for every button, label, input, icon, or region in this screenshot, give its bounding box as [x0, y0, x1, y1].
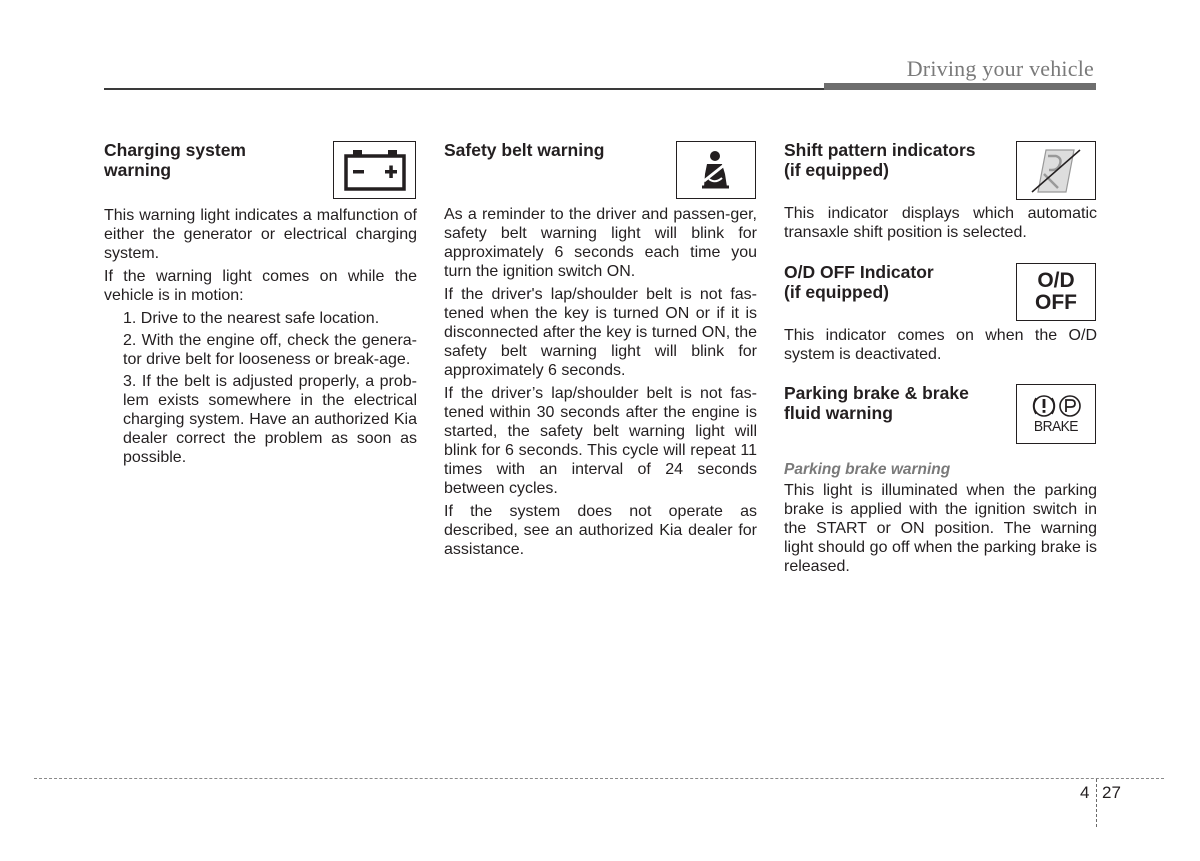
shift-pattern-text: This indicator displays which automatic transaxle shift position is selected. — [784, 205, 1097, 241]
od-off-icon — [1016, 263, 1096, 321]
safety-belt-section — [444, 140, 757, 563]
list-item: 3. If the belt is adjusted properly, a prob-lem exists somewhere in the electrical charging system. Have an authorized Kia dealer correct the problem as soon as possible. — [123, 373, 417, 466]
header-rule — [104, 88, 824, 90]
parking-brake-section — [784, 383, 1097, 446]
safety-belt-paragraph: As a reminder to the driver and passen-ger, safety belt warning light will blink for approximately 6 seconds each time you turn the ignition switch ON. — [444, 206, 757, 280]
list-item: 1. Drive to the nearest safe location. — [123, 310, 380, 327]
charging-paragraph: This warning light indicates a malfunction of either the generator or electrical charging system. — [104, 207, 417, 262]
shift-pattern-section — [784, 140, 1097, 203]
heading-line: fluid warning — [784, 403, 893, 423]
heading-line: Parking brake & brake — [784, 383, 969, 403]
chapter-number: 4 — [1080, 783, 1090, 802]
page-number: 27 — [1102, 783, 1121, 802]
od-off-text: This indicator comes on when the O/D system is deactivated. — [784, 327, 1097, 363]
charging-heading: Charging system warning — [104, 140, 246, 180]
od-icon-line: OFF — [1035, 291, 1077, 314]
list-item: 2. With the engine off, check the genera-tor drive belt for looseness or break-age. — [123, 332, 417, 368]
brake-warning-icon — [1016, 384, 1096, 444]
safety-belt-paragraph: If the driver's lap/shoulder belt is not fas-tened when the key is turned ON or if it is disconnected after the key is turned ON, the safety belt warning light will blink for approximately 6 seconds. — [444, 286, 757, 379]
section-title: Driving your vehicle — [906, 56, 1094, 81]
safety-belt-heading: Safety belt warning — [444, 140, 605, 160]
seatbelt-icon — [676, 141, 756, 199]
charging-steps — [104, 309, 417, 467]
brake-icon-label: BRAKE — [1033, 418, 1079, 435]
safety-belt-paragraph: If the system does not operate as described, see an authorized Kia dealer for assistance. — [444, 503, 757, 558]
footer-rule — [34, 778, 1164, 779]
heading-line: (if equipped) — [784, 282, 889, 302]
header-rule-accent — [824, 83, 1096, 90]
parking-brake-text: This light is illuminated when the parking brake is applied with the ignition switch in the START or ON position. The warning light should go off when the parking brake is released. — [784, 482, 1097, 575]
page-number-divider — [1096, 779, 1097, 827]
battery-icon — [333, 141, 416, 199]
heading-line: (if equipped) — [784, 160, 889, 180]
heading-line: O/D OFF Indicator — [784, 262, 934, 282]
shift-pattern-icon — [1016, 141, 1096, 200]
parking-brake-subheading: Parking brake warning — [784, 461, 951, 478]
heading-line: Shift pattern indicators — [784, 140, 976, 160]
indicators-column — [784, 140, 1097, 580]
od-icon-line: O/D — [1037, 269, 1075, 292]
charging-paragraph: If the warning light comes on while the vehicle is in motion: — [104, 268, 417, 304]
safety-belt-paragraph: If the driver’s lap/shoulder belt is not fas-tened within 30 seconds after the engine is started, the safety belt warning light will blink for 6 seconds. This cycle will repeat 11 times with an interval of 24 seconds between cycles. — [444, 385, 757, 497]
od-off-section — [784, 262, 1097, 325]
charging-system-section — [104, 140, 417, 470]
